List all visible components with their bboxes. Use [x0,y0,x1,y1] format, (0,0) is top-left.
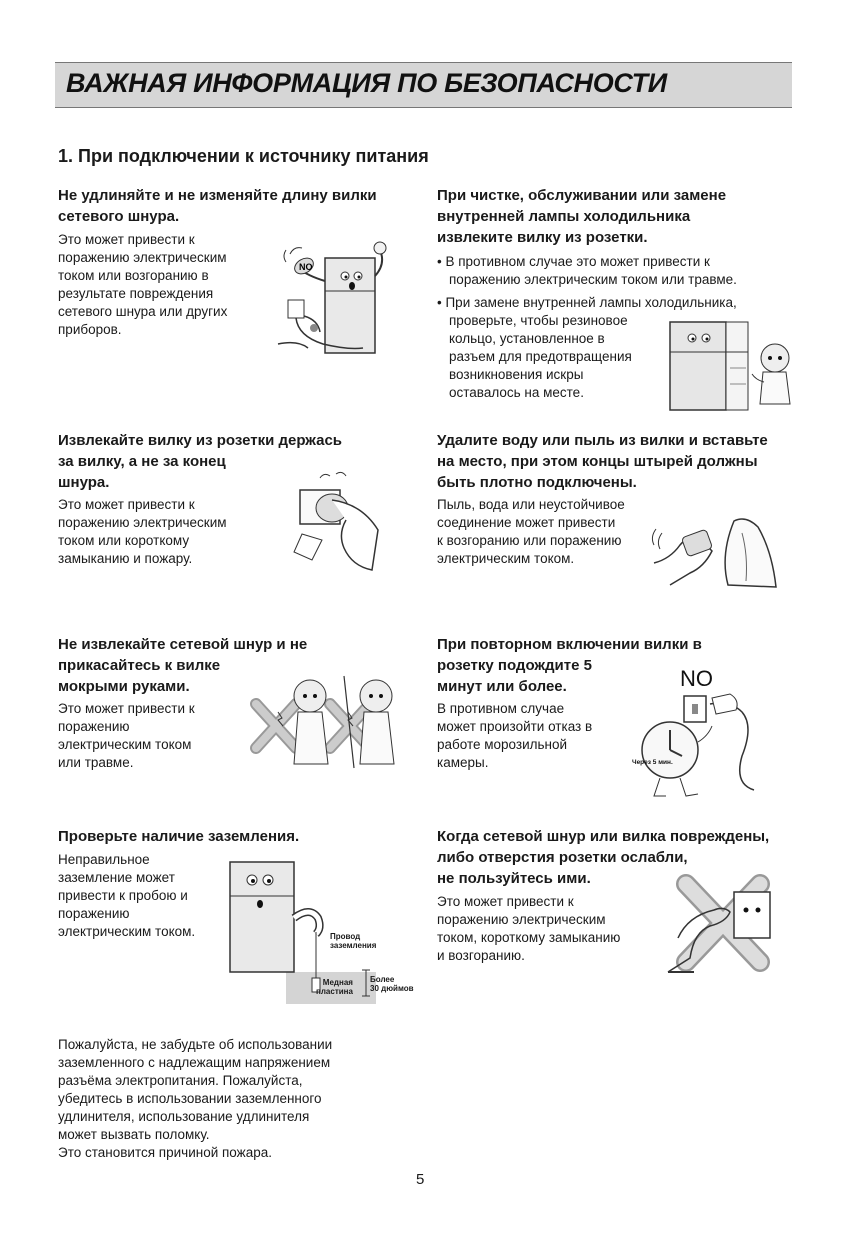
item-1-heading: Не удлиняйте и не изменяйте длину вилки сетевого шнура. [58,187,377,225]
item-8-text: Это может привести к поражению электрическим током, короткому замыканию и возгоранию. [437,894,621,963]
item-7-text: Неправильное заземление может привести к пробою и поражению электрическим током. [58,852,196,939]
footer-note: Пожалуйста, не забудьте об использовании заземленного с надлежащим напряжением разъёма электропитания. Пожалуйста, убедитесь в использовании заземленного удлинителя, использование удлинителя может вызвать поломку. Это становится причиной пожара. [58,1037,333,1160]
item-2-heading: При чистке, обслуживании или замене внутренней лампы холодильника извлеките вилку из розетки. [437,187,727,246]
plug-cleaning-illustration [650,515,780,590]
no-label: NO [299,262,313,272]
section-title: 1. При подключении к источнику питания [58,146,429,166]
plug-removal-illustration [292,470,382,576]
wet-hands-illustration [248,668,410,772]
no-big-label: NO [680,666,713,691]
depth-label: Более 30 дюймов [370,975,414,993]
item-2-bullet-2: • При замене внутренней лампы холодильника, проверьте, чтобы резиновое кольцо, установленное в разъем для предотвращения возникновения искры оставалось на месте. [437,295,737,400]
item-1-text: Это может привести к поражению электрическим током или возгоранию в результате повреждения сетевого шнура или других приборов. [58,232,228,337]
item-2-bullet-1: • В противном случае это может привести к поражению электрическим током или травме. [437,254,737,287]
item-5-heading: Не извлекайте сетевой шнур и не прикасайтесь к вилке мокрыми руками. [58,636,308,695]
page-number: 5 [416,1171,425,1188]
item-8-heading: Когда сетевой шнур или вилка повреждены, либо отверстия розетки ослабли, не пользуйтесь ими. [437,828,770,887]
page-title: ВАЖНАЯ ИНФОРМАЦИЯ ПО БЕЗОПАСНОСТИ [66,68,667,98]
item-6-text: В противном случае может произойти отказ в работе морозильной камеры. [437,701,593,770]
ground-wire-label: Провод заземления [330,932,377,950]
fridge-lamp-illustration [668,318,798,412]
wait-timer-illustration [630,660,780,802]
item-4-text: Пыль, вода или неустойчивое соединение может привести к возгоранию или поражению электрическим током. [437,497,625,566]
item-7-heading: Проверьте наличие заземления. [58,828,300,845]
item-3-text: Это может привести к поражению электрическим током или короткому замыканию и пожару. [58,497,227,566]
item-6-heading: При повторном включении вилки в розетку подождите 5 минут или более. [437,636,702,695]
item-4-heading: Удалите воду или пыль из вилки и вставьте на место, при этом концы штырей должны быть плотно подключены. [437,432,768,491]
damaged-cord-illustration [664,868,784,978]
copper-plate-label: Медная пластина [316,978,353,996]
timer-label: Через 5 мин. [632,759,673,766]
item-3-heading: Извлекайте вилку из розетки держась за вилку, а не за конец шнура. [58,432,343,491]
fridge-cord-illustration [268,236,393,358]
item-5-text: Это может привести к поражению электрическим током или травме. [58,701,195,770]
